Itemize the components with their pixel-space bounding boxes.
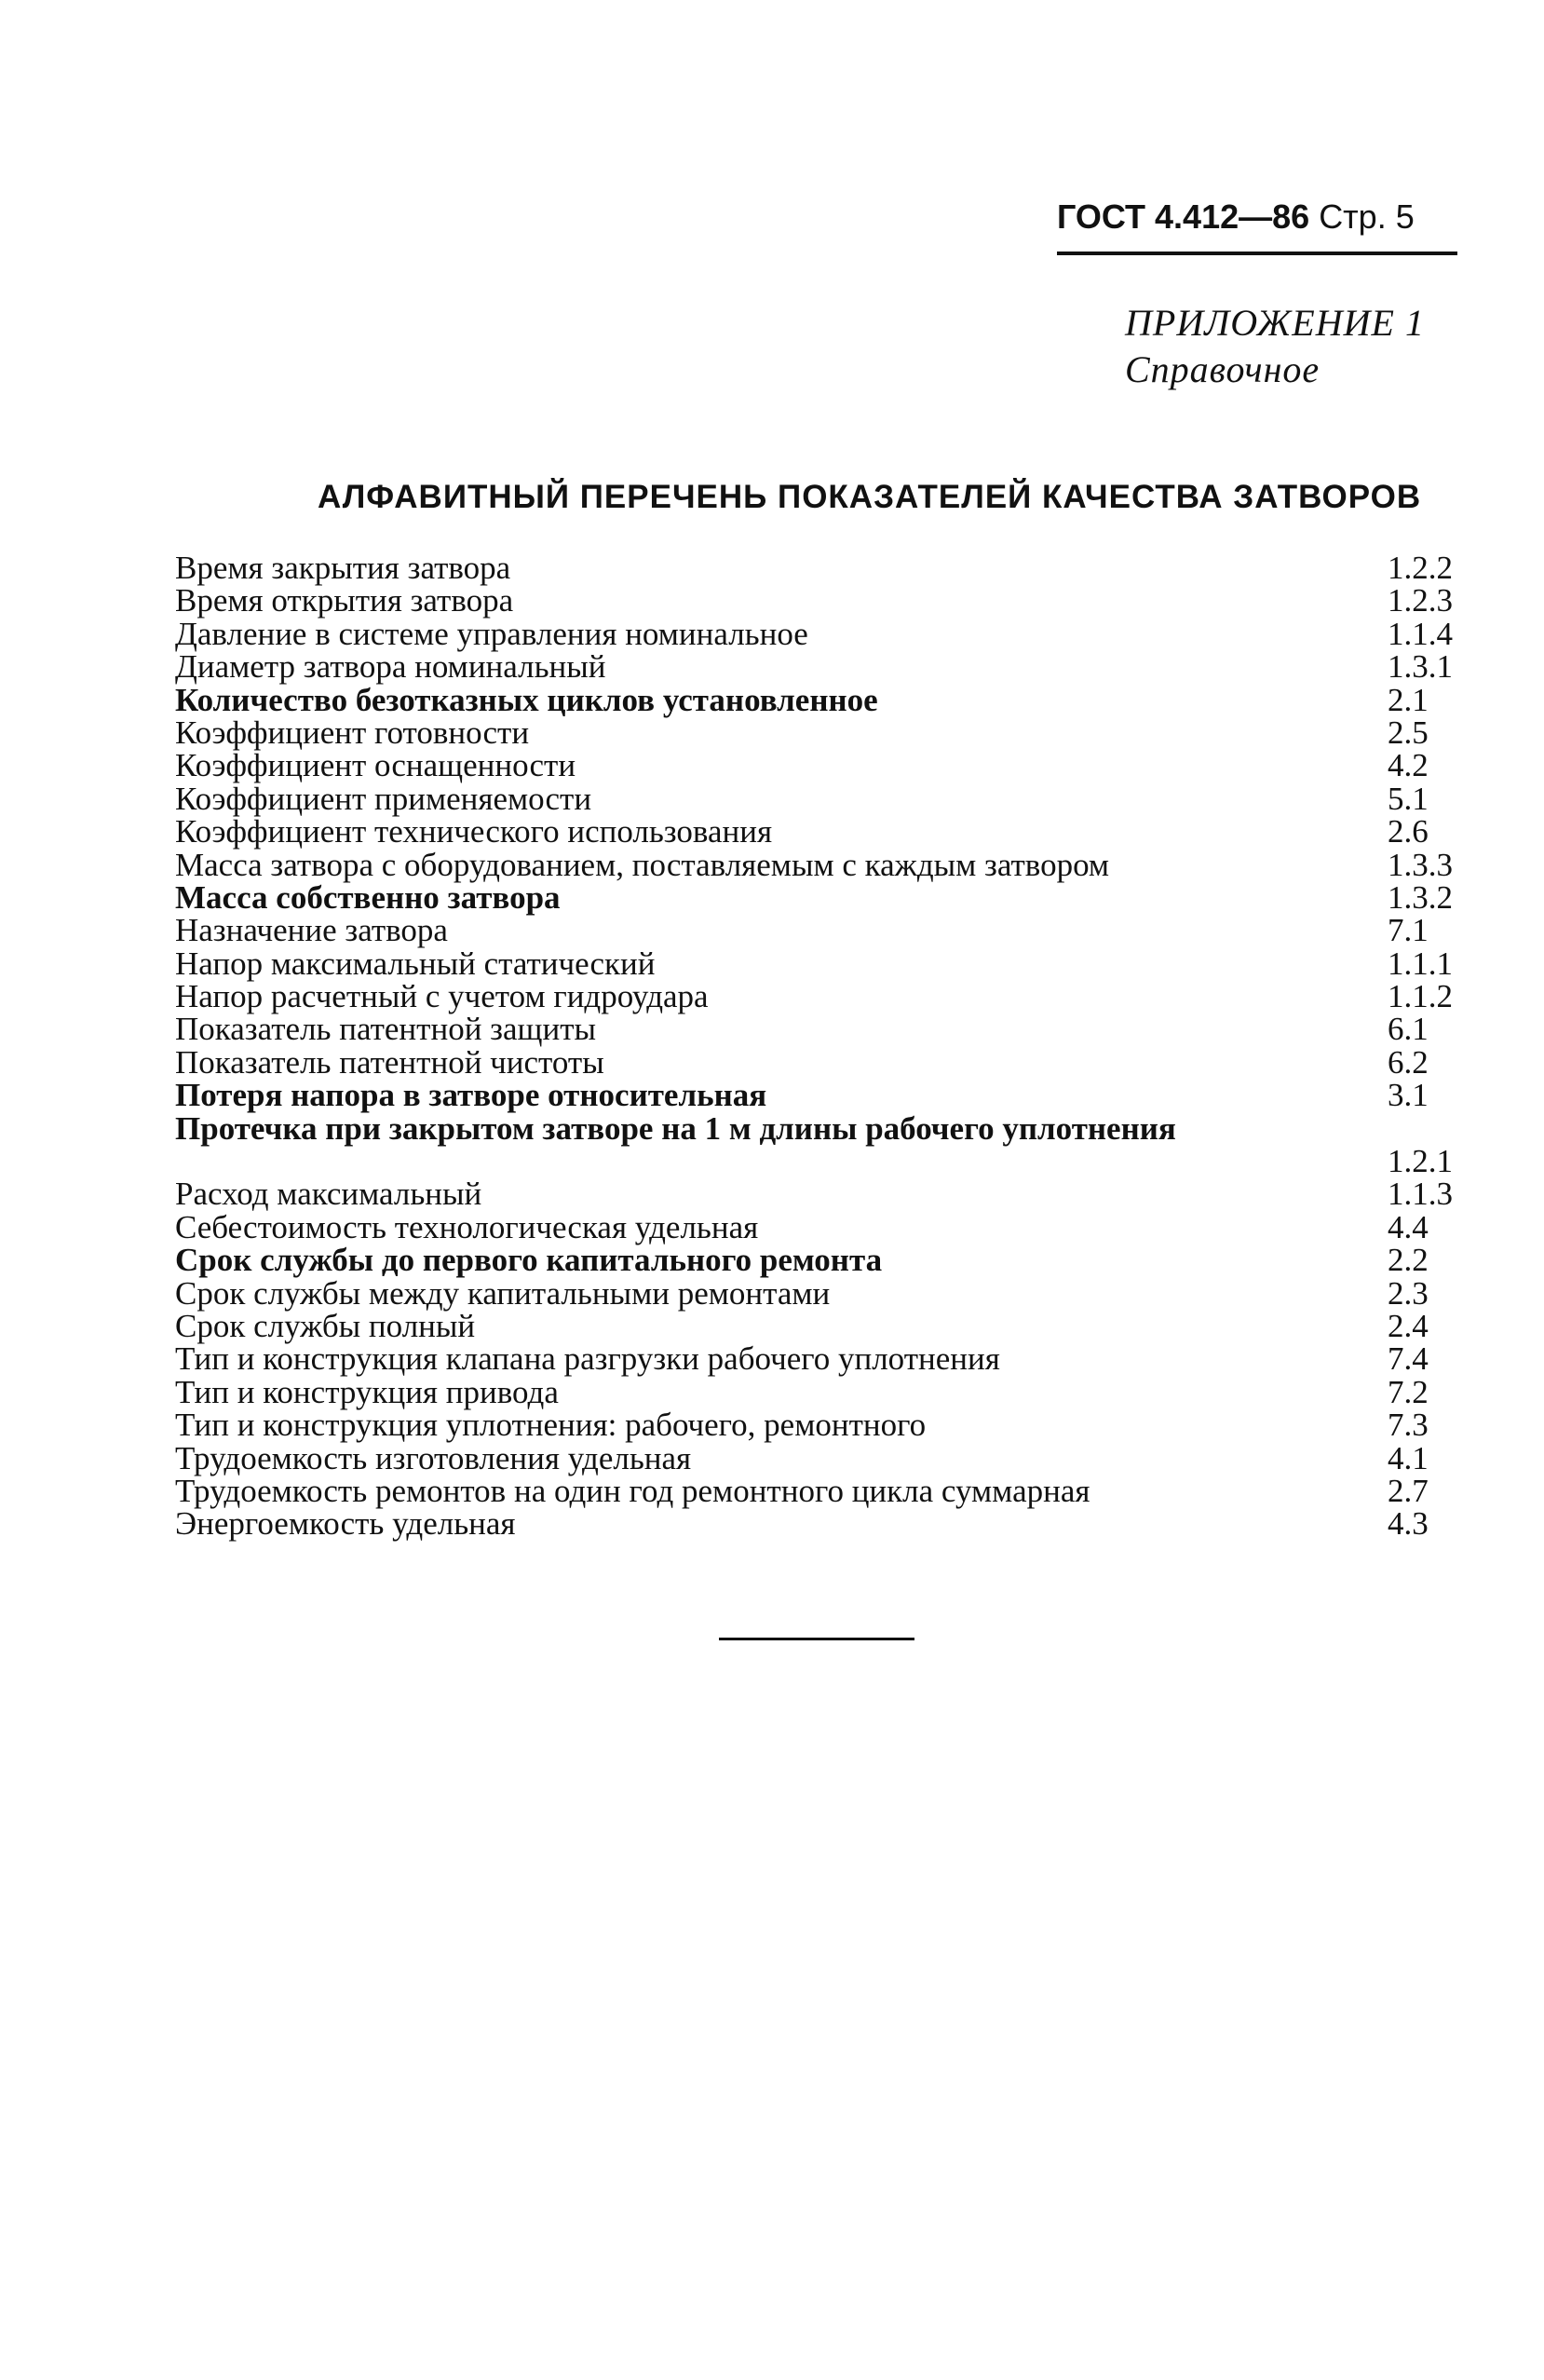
index-entry bbox=[175, 878, 1460, 916]
index-reference: 1.3.3 bbox=[1388, 846, 1453, 883]
index-entry bbox=[175, 615, 1460, 652]
footer-divider bbox=[719, 1638, 914, 1640]
index-term: Напор максимальный статический bbox=[175, 945, 656, 982]
index-reference: 1.3.2 bbox=[1388, 878, 1453, 916]
index-entry bbox=[175, 846, 1460, 883]
index-reference: 2.7 bbox=[1388, 1472, 1429, 1509]
index-term: Расход максимальный bbox=[175, 1176, 482, 1213]
index-reference: 2.3 bbox=[1388, 1274, 1429, 1312]
index-reference: 1.1.2 bbox=[1388, 978, 1453, 1015]
index-entry bbox=[175, 980, 1460, 1013]
index-entry bbox=[175, 1011, 1460, 1048]
index-reference: 7.1 bbox=[1388, 912, 1429, 949]
index-term: Давление в системе управления номинальное bbox=[175, 615, 808, 652]
index-term: Срок службы между капитальными ремонтами bbox=[175, 1274, 831, 1312]
index-term: Потеря напора в затворе относительная bbox=[175, 1077, 767, 1114]
index-term: Срок службы до первого капитального ремонта bbox=[175, 1242, 883, 1279]
index-entry bbox=[175, 1472, 1460, 1509]
appendix-subtitle: Справочное bbox=[1125, 348, 1321, 390]
index-term: Тип и конструкция уплотнения: рабочего, ремонтного bbox=[175, 1407, 927, 1444]
index-entry bbox=[175, 1407, 1460, 1444]
index-list bbox=[175, 551, 1460, 1541]
index-entry bbox=[175, 1077, 1460, 1114]
index-reference: 1.1.4 bbox=[1388, 615, 1453, 652]
index-reference: 7.3 bbox=[1388, 1407, 1429, 1444]
index-reference: 2.1 bbox=[1388, 681, 1429, 718]
index-term: Тип и конструкция привода bbox=[175, 1373, 559, 1410]
index-entry bbox=[175, 815, 1460, 848]
index-reference: 1.1.3 bbox=[1388, 1176, 1453, 1213]
index-entry bbox=[175, 584, 1460, 617]
index-term: Трудоемкость ремонтов на один год ремонтного цикла суммарная bbox=[175, 1472, 1090, 1509]
index-entry bbox=[175, 1109, 1460, 1180]
index-term: Коэффициент готовности bbox=[175, 714, 530, 751]
index-entry bbox=[175, 648, 1460, 686]
index-reference: 2.4 bbox=[1388, 1307, 1429, 1344]
index-reference: 4.1 bbox=[1388, 1439, 1429, 1476]
index-term: Трудоемкость изготовления удельная bbox=[175, 1439, 692, 1476]
index-entry bbox=[175, 716, 1460, 749]
appendix-label bbox=[1125, 300, 1425, 393]
index-term: Коэффициент технического использования bbox=[175, 813, 773, 850]
index-reference: 1.2.3 bbox=[1388, 582, 1453, 619]
appendix-title: ПРИЛОЖЕНИЕ 1 bbox=[1125, 302, 1425, 344]
index-term: Показатель патентной защиты bbox=[175, 1011, 597, 1048]
index-entry bbox=[175, 1373, 1460, 1410]
index-reference: 5.1 bbox=[1388, 780, 1429, 817]
header-divider bbox=[1057, 252, 1457, 255]
index-reference: 7.2 bbox=[1388, 1373, 1429, 1410]
index-term: Энергоемкость удельная bbox=[175, 1505, 516, 1543]
index-term: Масса собственно затвора bbox=[175, 878, 561, 916]
index-term: Тип и конструкция клапана разгрузки рабочего уплотнения bbox=[175, 1340, 1000, 1378]
standard-number: ГОСТ 4.412—86 bbox=[1057, 197, 1310, 236]
document-title: АЛФАВИТНЫЙ ПЕРЕЧЕНЬ ПОКАЗАТЕЛЕЙ КАЧЕСТВА ЗАТВОРОВ bbox=[318, 479, 1422, 515]
index-term: Коэффициент применяемости bbox=[175, 780, 592, 817]
index-entry bbox=[175, 1043, 1460, 1081]
index-entry bbox=[175, 1307, 1460, 1344]
index-term: Диаметр затвора номинальный bbox=[175, 648, 606, 686]
index-term: Масса затвора с оборудованием, поставляемым с каждым затвором bbox=[175, 846, 1110, 883]
index-entry bbox=[175, 749, 1460, 782]
index-entry bbox=[175, 912, 1460, 949]
index-term: Время открытия затвора bbox=[175, 582, 514, 619]
index-reference: 4.2 bbox=[1388, 747, 1429, 784]
index-entry bbox=[175, 551, 1460, 584]
index-term: Себестоимость технологическая удельная bbox=[175, 1208, 759, 1245]
index-reference: 6.2 bbox=[1388, 1043, 1429, 1081]
index-entry bbox=[175, 681, 1460, 718]
index-term: Срок службы полный bbox=[175, 1308, 476, 1344]
page-number: Стр. 5 bbox=[1319, 197, 1415, 236]
index-entry bbox=[175, 782, 1460, 815]
index-entry bbox=[175, 1505, 1460, 1543]
index-reference: 4.3 bbox=[1388, 1505, 1429, 1543]
page-header bbox=[1057, 197, 1457, 237]
index-reference: 1.1.1 bbox=[1388, 945, 1453, 982]
index-entry bbox=[175, 1208, 1460, 1245]
index-reference: 4.4 bbox=[1388, 1208, 1429, 1245]
index-entry bbox=[175, 1274, 1460, 1312]
index-term: Количество безотказных циклов установленное bbox=[175, 681, 878, 718]
index-term: Коэффициент оснащенности bbox=[175, 747, 576, 784]
index-entry bbox=[175, 1242, 1460, 1279]
index-entry bbox=[175, 1439, 1460, 1476]
index-reference: 6.1 bbox=[1388, 1011, 1429, 1048]
index-reference: 3.1 bbox=[1388, 1077, 1429, 1114]
index-reference: 2.2 bbox=[1388, 1242, 1429, 1279]
index-reference: 1.2.1 bbox=[1388, 1143, 1453, 1180]
index-reference: 1.2.2 bbox=[1388, 549, 1453, 586]
index-reference: 7.4 bbox=[1388, 1340, 1429, 1378]
index-entry bbox=[175, 947, 1460, 980]
index-term: Показатель патентной чистоты bbox=[175, 1043, 604, 1081]
index-term: Напор расчетный с учетом гидроудара bbox=[175, 978, 709, 1015]
index-reference: 2.6 bbox=[1388, 813, 1429, 850]
index-term: Протечка при закрытом затворе на 1 м длины рабочего уплотнения bbox=[175, 1109, 1176, 1147]
index-entry bbox=[175, 1340, 1460, 1378]
index-reference: 2.5 bbox=[1388, 714, 1429, 751]
index-term: Назначение затвора bbox=[175, 912, 448, 949]
index-entry bbox=[175, 1176, 1460, 1213]
index-reference: 1.3.1 bbox=[1388, 648, 1453, 686]
index-term: Время закрытия затвора bbox=[175, 550, 511, 586]
